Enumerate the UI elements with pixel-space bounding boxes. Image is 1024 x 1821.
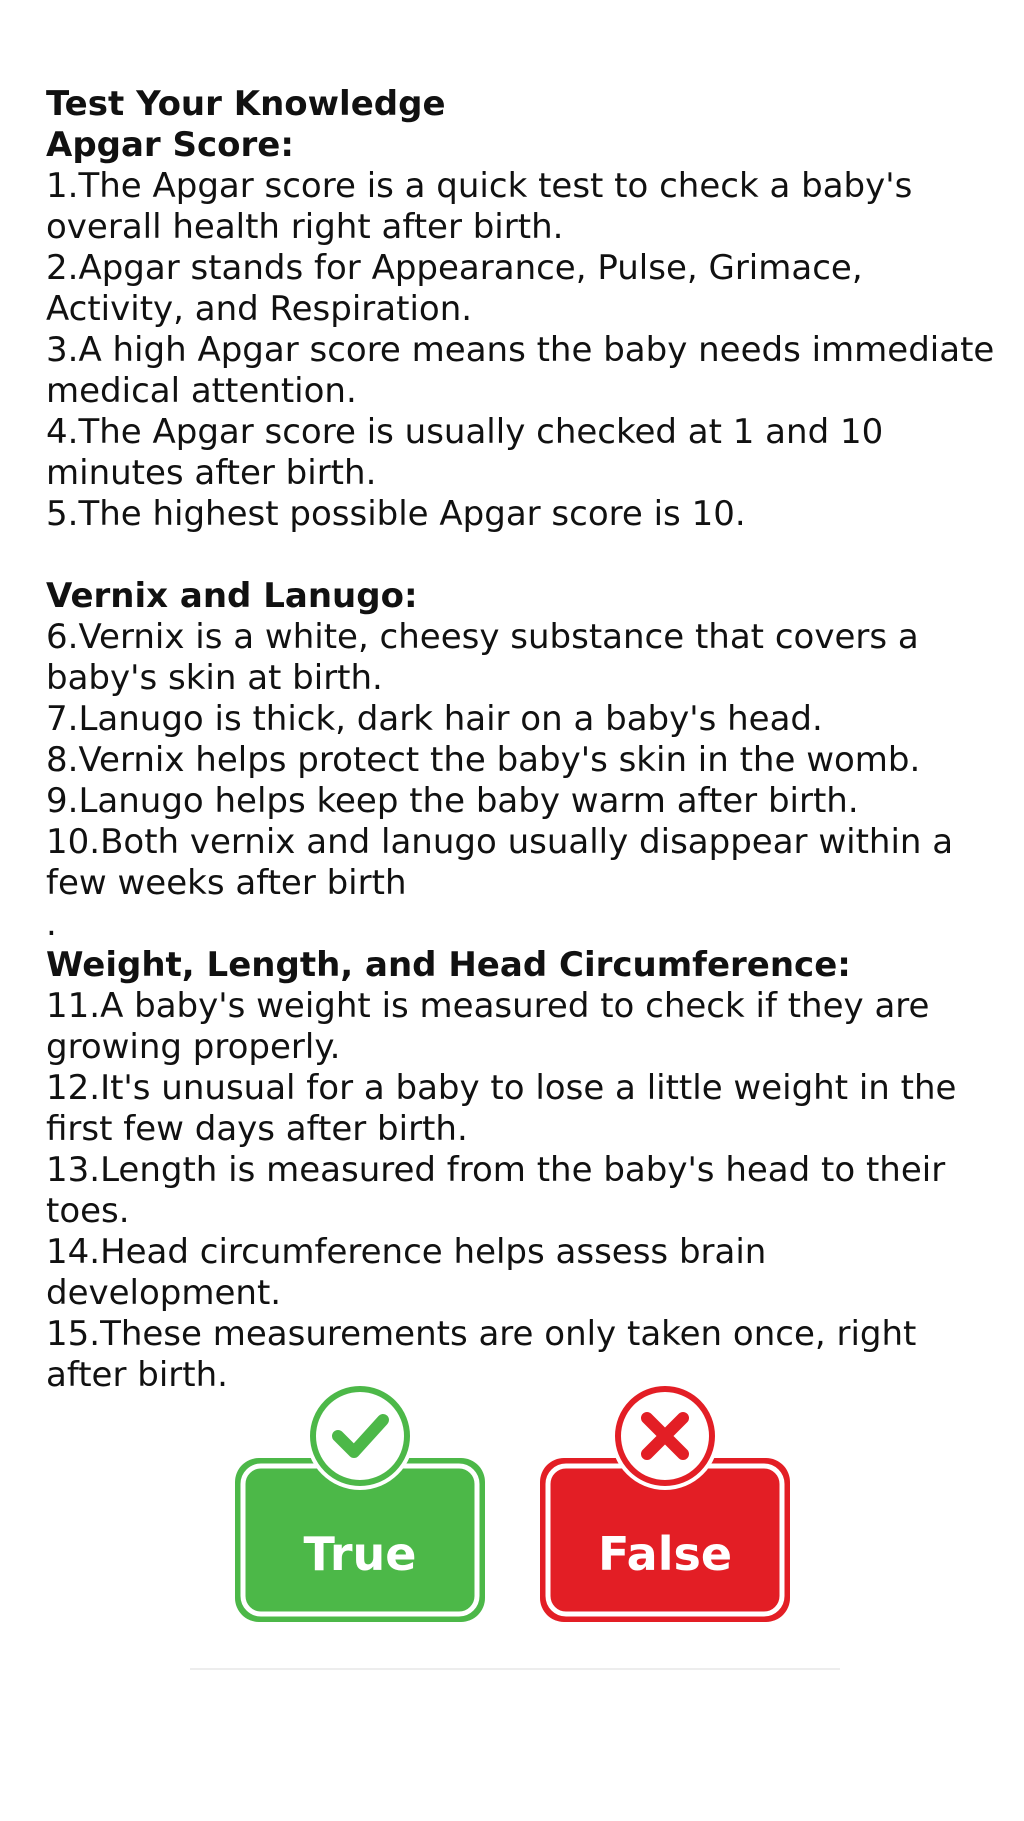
statement-15: 15.These measurements are only taken once, right after birth. [46, 1314, 917, 1395]
statement-6: 6.Vernix is a white, cheesy substance that covers a baby's skin at birth. [46, 617, 919, 698]
stray-period: . [46, 904, 57, 944]
statement-14: 14.Head circumference helps assess brain development. [46, 1232, 767, 1313]
statement-9: 9.Lanugo helps keep the baby warm after birth. [46, 781, 859, 821]
section-heading-measurements: Weight, Length, and Head Circumference: [46, 945, 851, 985]
statement-10: 10.Both vernix and lanugo usually disappear within a few weeks after birth [46, 822, 954, 903]
statement-13: 13.Length is measured from the baby's head to their toes. [46, 1150, 946, 1231]
quiz-content [46, 84, 996, 1396]
section-spacer [46, 535, 996, 576]
statement-5: 5.The highest possible Apgar score is 10. [46, 494, 746, 534]
true-button[interactable] [230, 1380, 490, 1630]
statement-11: 11.A baby's weight is measured to check if they are growing properly. [46, 986, 930, 1067]
false-button-graphic [535, 1380, 795, 1630]
divider [190, 1668, 840, 1670]
section-heading-apgar: Apgar Score: [46, 125, 294, 165]
statement-1: 1.The Apgar score is a quick test to check a baby's overall health right after birth. [46, 166, 913, 247]
statement-2: 2.Apgar stands for Appearance, Pulse, Grimace, Activity, and Respiration. [46, 248, 863, 329]
statement-8: 8.Vernix helps protect the baby's skin in the womb. [46, 740, 921, 780]
false-label: False [597, 1527, 733, 1581]
true-icon-ring [313, 1389, 407, 1483]
answer-buttons [230, 1380, 800, 1630]
true-button-graphic [230, 1380, 490, 1630]
statement-4: 4.The Apgar score is usually checked at 1 and 10 minutes after birth. [46, 412, 884, 493]
false-button[interactable] [535, 1380, 795, 1630]
true-label: True [303, 1527, 417, 1581]
statement-7: 7.Lanugo is thick, dark hair on a baby's head. [46, 699, 823, 739]
statement-3: 3.A high Apgar score means the baby needs immediate medical attention. [46, 330, 995, 411]
page-title: Test Your Knowledge [46, 84, 446, 124]
section-heading-vernix: Vernix and Lanugo: [46, 576, 418, 616]
statement-12: 12.It's unusual for a baby to lose a little weight in the first few days after birth. [46, 1068, 957, 1149]
